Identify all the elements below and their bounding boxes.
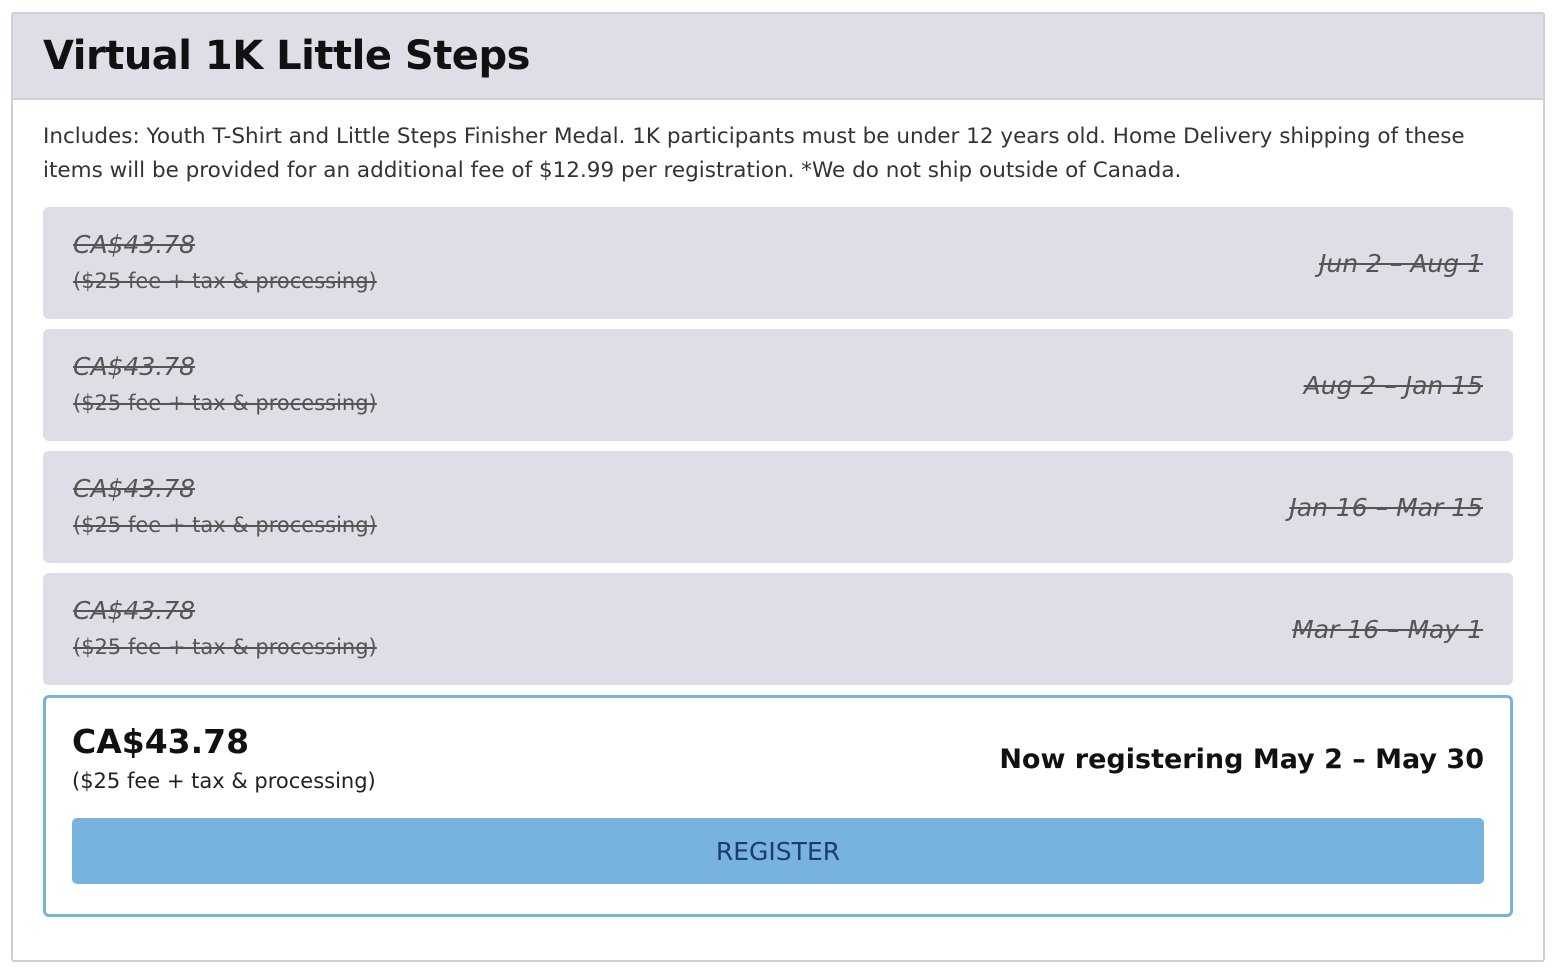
price-tier-expired (43, 451, 1513, 563)
tier-dates: Jan 16 – Mar 15 (1289, 492, 1483, 522)
tier-fee-note: ($25 fee + tax & processing) (73, 391, 377, 415)
tier-dates: Mar 16 – May 1 (1292, 614, 1483, 644)
active-tier-price: CA$43.78 (72, 722, 250, 761)
tier-dates: Jun 2 – Aug 1 (1319, 248, 1483, 278)
active-price-block (72, 720, 376, 798)
event-title: Virtual 1K Little Steps (43, 33, 530, 79)
card-header (13, 14, 1543, 100)
price-tier-expired (43, 329, 1513, 441)
tier-price-block (73, 227, 377, 299)
registration-card (11, 12, 1545, 962)
tier-fee-note: ($25 fee + tax & processing) (73, 635, 377, 659)
register-button[interactable]: REGISTER (72, 818, 1484, 884)
event-description: Includes: Youth T-Shirt and Little Steps Finisher Medal. 1K participants must be under 12 years old. Home Delivery shipping of these items will be provided for an additional fee of $12.99 per registration. *We do not ship outside of Canada. (43, 124, 1465, 183)
tier-price-block (73, 471, 377, 543)
price-tier-expired (43, 573, 1513, 685)
tier-price: CA$43.78 (73, 596, 196, 625)
tier-fee-note: ($25 fee + tax & processing) (73, 269, 377, 293)
active-tier-dates: Now registering May 2 – May 30 (999, 743, 1484, 775)
tier-fee-note: ($25 fee + tax & processing) (73, 513, 377, 537)
price-tier-active (43, 695, 1513, 917)
tier-price: CA$43.78 (73, 230, 196, 259)
active-tier-fee-note: ($25 fee + tax & processing) (72, 769, 376, 793)
tier-price-block (73, 349, 377, 421)
card-body (13, 100, 1543, 917)
tier-price: CA$43.78 (73, 352, 196, 381)
price-tier-expired (43, 207, 1513, 319)
tier-price-block (73, 593, 377, 665)
tier-dates: Aug 2 – Jan 15 (1303, 370, 1483, 400)
active-tier-info (72, 720, 1484, 798)
tier-price: CA$43.78 (73, 474, 196, 503)
